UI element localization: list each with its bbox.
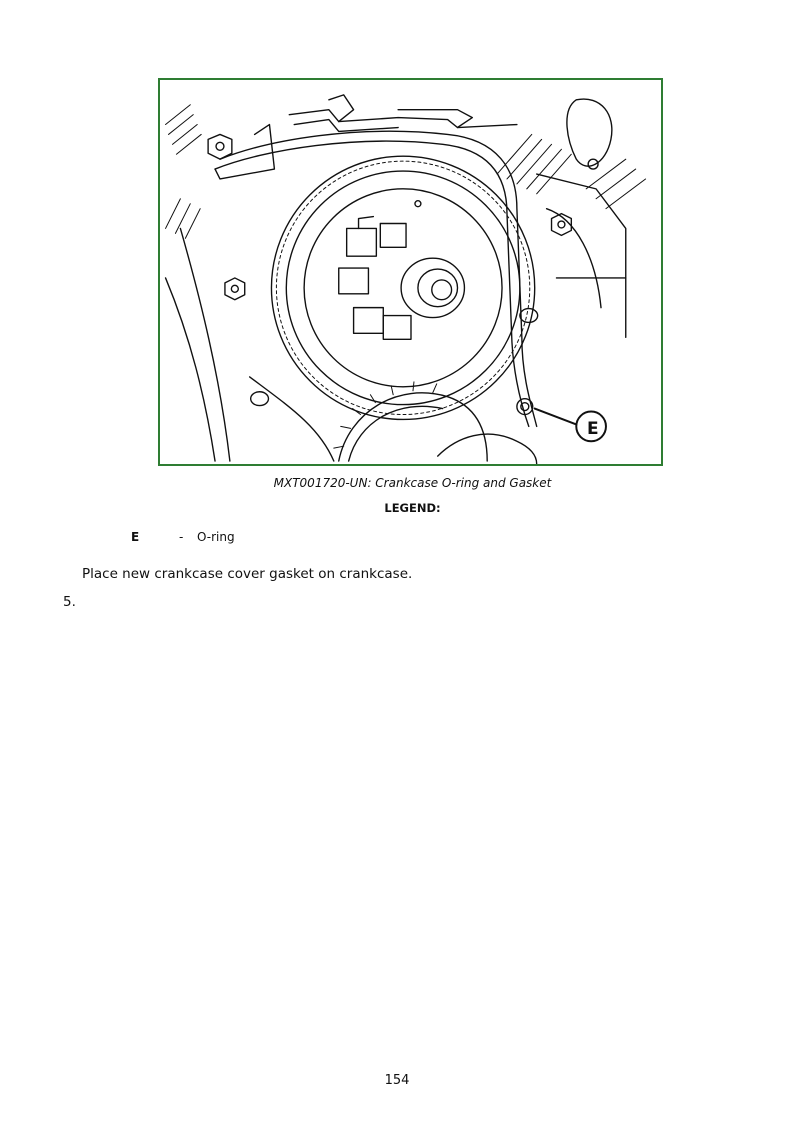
legend-separator: -	[179, 530, 184, 544]
legend-title: LEGEND:	[384, 501, 441, 515]
figure-illustration	[158, 78, 663, 466]
callout-letter-e: E	[587, 419, 599, 439]
legend-key: E	[131, 530, 140, 544]
instruction-text: Place new crankcase cover gasket on crankcase.	[82, 566, 413, 582]
page-number: 154	[384, 1073, 410, 1088]
crankcase-drawing	[160, 80, 661, 464]
figure-caption: MXT001720-UN: Crankcase O-ring and Gasket	[273, 476, 552, 490]
legend-description: O-ring	[197, 530, 235, 544]
step-number: 5.	[63, 594, 76, 610]
